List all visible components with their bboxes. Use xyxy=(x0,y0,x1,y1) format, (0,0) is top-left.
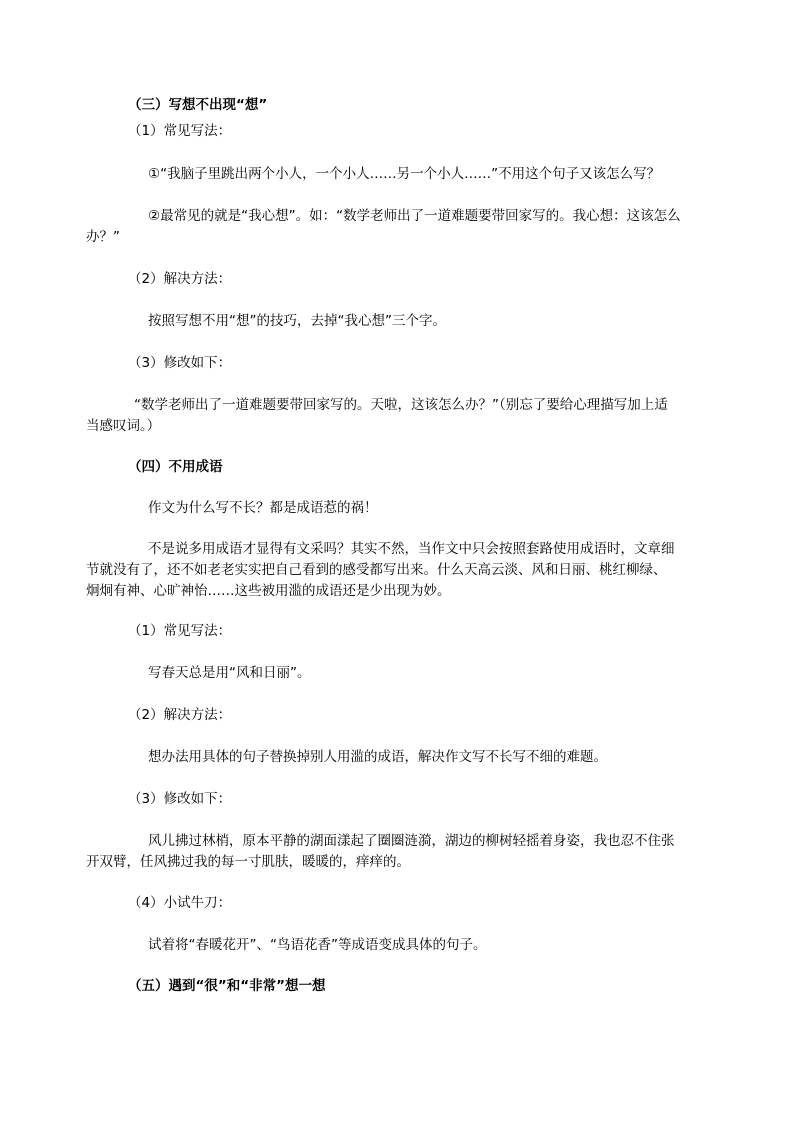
section-4-solution-label: （2）解决方法： xyxy=(128,707,232,723)
section-3-revise-label: （3）修改如下： xyxy=(128,355,232,371)
section-4-try-label: （4）小试牛刀： xyxy=(128,895,232,911)
section-4-common-label: （1）常见写法： xyxy=(128,623,232,639)
section-3-solution-text: 按照写想不用“想”的技巧，去掉“我心想”三个字。 xyxy=(148,313,446,329)
section-5-heading: （五）遇到“很”和“非常”想一想 xyxy=(128,978,326,994)
section-3-common-label: （1）常见写法： xyxy=(128,123,232,139)
section-4-revise-line-2: 开双臂，任风拂过我的每一寸肌肤，暖暖的，痒痒的。 xyxy=(86,854,410,870)
section-4-para-line-3: 炯炯有神、心旷神怡……这些被用滥的成语还是少出现为妙。 xyxy=(86,583,451,599)
section-4-common-text: 写春天总是用“风和日丽”。 xyxy=(148,665,311,681)
section-4-revise-line-1: 风儿拂过林梢，原本平静的湖面漾起了圈圈涟漪，湖边的柳树轻摇着身姿，我也忍不住张 xyxy=(148,833,675,849)
section-4-revise-label: （3）修改如下： xyxy=(128,791,232,807)
section-3-revise-line-2: 当感叹词。） xyxy=(86,418,161,434)
section-3-heading: （三）写想不出现“想” xyxy=(128,97,268,113)
section-3-example-2-line-1: ②最常见的就是“我心想”。如：“数学老师出了一道难题要带回家写的。我心想：这该怎么 xyxy=(148,208,681,224)
section-4-intro: 作文为什么写不长？都是成语惹的祸！ xyxy=(148,500,378,516)
section-3-revise-line-1: “数学老师出了一道难题要带回家写的。天啦，这该怎么办？”（别忘了要给心理描写加上适 xyxy=(134,397,668,413)
section-3-solution-label: （2）解决方法： xyxy=(128,271,232,287)
section-4-para-line-2: 节就没有了，还不如老老实实把自己看到的感受都写出来。什么天高云淡、风和日丽、桃红柳绿、 xyxy=(86,562,667,578)
section-3-example-1: ①“我脑子里跳出两个小人，一个小人……另一个小人……”不用这个句子又该怎么写？ xyxy=(148,166,661,182)
section-4-solution-text: 想办法用具体的句子替换掉别人用滥的成语，解决作文写不长写不细的难题。 xyxy=(148,749,607,765)
section-4-para-line-1: 不是说多用成语才显得有文采吗？其实不然，当作文中只会按照套路使用成语时，文章细 xyxy=(148,541,675,557)
section-4-heading: （四）不用成语 xyxy=(128,459,223,475)
section-3-example-2-line-2: 办？” xyxy=(86,229,120,245)
section-4-try-text: 试着将“春暖花开”、“鸟语花香”等成语变成具体的句子。 xyxy=(148,937,487,953)
